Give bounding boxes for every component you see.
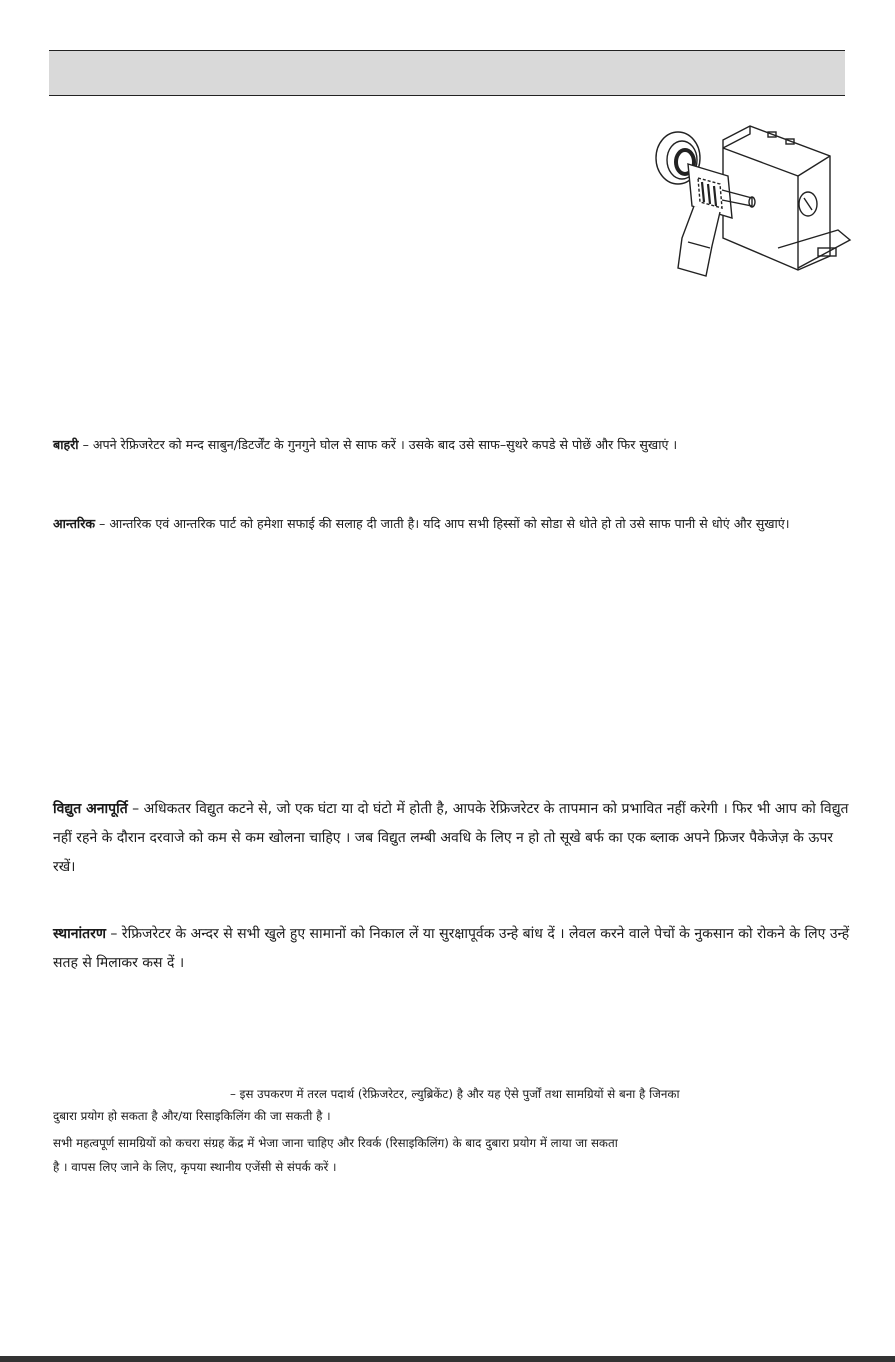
relocation-heading: स्थानांतरण bbox=[53, 926, 106, 942]
section-header-bar bbox=[49, 50, 845, 96]
power-failure-paragraph bbox=[53, 795, 853, 882]
interior-heading: आन्तरिक bbox=[53, 516, 96, 531]
exterior-cleaning-paragraph bbox=[53, 433, 843, 457]
interior-cleaning-paragraph bbox=[53, 510, 843, 537]
recycling-line-3: सभी महत्वपूर्ण सामग्रियों को कचरा संग्रह केंद्र में भेजा जाना चाहिए और रिवर्क (रिसाइकिलिंग) के बाद दुबारा प्रयोग में लाया जा सकता bbox=[53, 1136, 618, 1150]
power-failure-text: – अधिकतर विद्युत कटने से, जो एक घंटा या दो घंटो में होती है, आपके रेफ्रिजरेटर के तापमान को प्रभावित नहीं करेगी । फिर भी आप को विद्युत नहीं रहने के दौरान दरवाजे को कम से कम खोलना चाहिए । जब विद्युत लम्बी अवधि के लिए न हो तो सूखे बर्फ का एक ब्लाक अपने फ्रिजर पैकेजेज़ के ऊपर रखें। bbox=[53, 801, 849, 875]
recycling-line-1: – इस उपकरण में तरल पदार्थ (रेफ्रिजरेटर, ल्युब्रिकेंट) है और यह ऐसे पुर्जों तथा सामग्रियों से बना है जिनका bbox=[230, 1087, 680, 1101]
relocation-text: – रेफ्रिजरेटर के अन्दर से सभी खुले हुए सामानों को निकाल लें या सुरक्षापूर्वक उन्हे बांध दें । लेवल करने वाले पेचों के नुकसान को रोकने के लिए उन्हें सतह से मिलाकर कस दें । bbox=[53, 926, 850, 971]
exterior-heading: बाहरी bbox=[53, 437, 79, 452]
recycling-line-2: दुबारा प्रयोग हो सकता है और/या रिसाइकिलिंग की जा सकती है । bbox=[53, 1109, 331, 1123]
recycling-line-4: है । वापस लिए जाने के लिए, कृपया स्थानीय एजेंसी से संपर्क करें । bbox=[53, 1160, 337, 1174]
power-failure-heading: विद्युत अनापूर्ति bbox=[53, 801, 128, 817]
interior-text: – आन्तरिक एवं आन्तरिक पार्ट को हमेशा सफाई की सलाह दी जाती है। यदि आप सभी हिस्सों को सोडा से धोते हो तो उसे साफ पानी से धोएं और सुखाएं। bbox=[95, 516, 790, 531]
relocation-paragraph bbox=[53, 920, 853, 978]
page-bottom-rule bbox=[0, 1356, 895, 1362]
refrigerator-control-illustration bbox=[648, 118, 858, 280]
exterior-text: – अपने रेफ्रिजरेटर को मन्द साबुन/डिटर्जेंट के गुनगुने घोल से साफ करें । उसके बाद उसे साफ–सुथरे कपडे से पोछें और फिर सुखाएं । bbox=[78, 437, 678, 452]
